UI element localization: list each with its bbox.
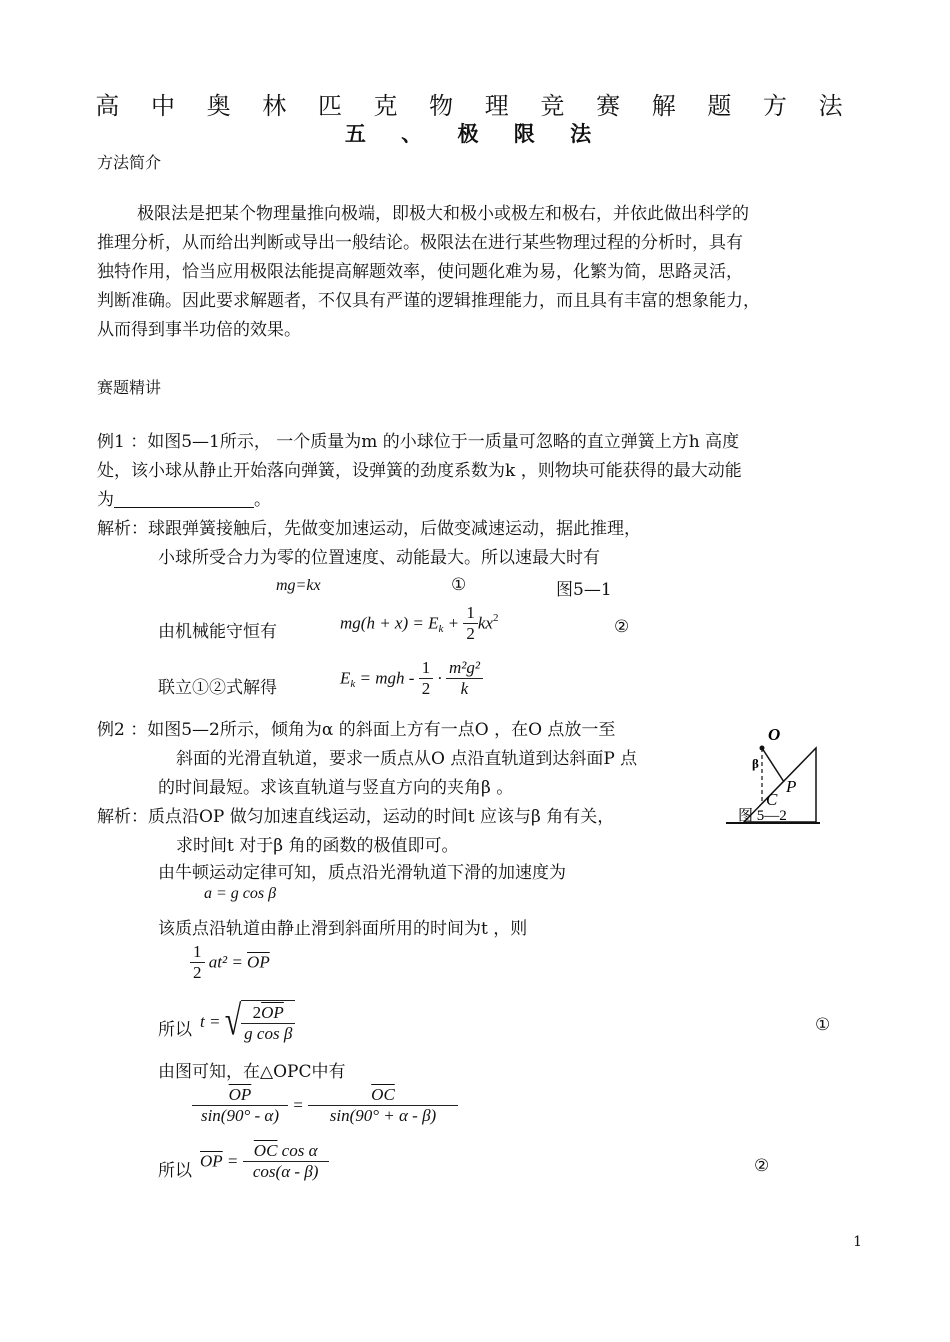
eq-sin-den-1: sin(90° - α) — [200, 1106, 280, 1125]
eq-sqrt-num-pre: 2 — [252, 1003, 262, 1022]
eq2-num: 1 — [463, 603, 478, 624]
example1-solution-line-1: 解析：球跟弹簧接触后，先做变加速运动，后做变减速运动，据此推理， — [97, 519, 641, 539]
eq2-plus: + — [447, 613, 460, 633]
equation-tag-1: ① — [451, 575, 467, 595]
eq-op-num-tail: cos α — [281, 1141, 318, 1160]
figure-5-1-label: 图5—1 — [556, 580, 612, 600]
example1-line-3 — [97, 486, 271, 515]
eq-op-num-oc: $\overline{OC}$ — [253, 1141, 278, 1160]
equation-tag-2: ② — [614, 617, 630, 637]
equation-op — [200, 1141, 329, 1182]
eq2-fraction — [463, 603, 478, 644]
eq-sqrt-num — [241, 1003, 295, 1024]
triangle-text: 由图可知，在△OPC中有 — [158, 1062, 346, 1082]
equation-sqrt — [200, 1000, 295, 1044]
eq-t-mid: at² = — [208, 952, 243, 972]
eq2-sub: k — [438, 622, 444, 635]
example1-line-3-prefix: 为 — [97, 490, 114, 510]
fig-track-op — [762, 748, 784, 782]
example2-line-1: 例2 ：如图5—2所示，倾角为α 的斜面上方有一点O ，在O 点放一至 — [97, 720, 616, 740]
equation-energy — [340, 603, 498, 644]
eq2-den: 2 — [466, 624, 475, 643]
eq2-left: mg(h + x) = E — [340, 613, 439, 633]
eq3-num: 1 — [419, 658, 434, 679]
equation-mg-kx: mg=kx — [276, 577, 321, 594]
equation-sine-rule — [192, 1085, 458, 1126]
eq-sin-num-2: $\overline{OC}$ — [308, 1085, 458, 1106]
intro-line-2: 推理分析，从而给出判断或导出一般结论。极限法在进行某些物理过程的分析时，具有 — [97, 233, 743, 253]
example1-line-1: 例1 ：如图5—1所示， 一个质量为m 的小球位于一质量可忽略的直立弹簧上方h 高度 — [97, 432, 740, 452]
fig-label-p: P — [786, 777, 797, 796]
example2-line-3: 的时间最短。求该直轨道与竖直方向的夹角β 。 — [158, 778, 514, 798]
therefore-2-label: 所以 — [158, 1161, 192, 1181]
eq3-frac-den: k — [460, 679, 469, 698]
energy-conservation-text: 由机械能守恒有 — [158, 622, 277, 642]
document-title: 高 中 奥 林 匹 克 物 理 竞 赛 解 题 方 法 — [95, 92, 855, 120]
eq-op-num — [243, 1141, 329, 1162]
solve-text: 联立①②式解得 — [158, 678, 277, 698]
therefore-text-1: 所以 — [158, 1020, 192, 1040]
eq-op-den: cos(α - β) — [252, 1162, 319, 1181]
section-heading-problems: 赛题精讲 — [97, 378, 162, 397]
equation-tag-op: ② — [754, 1156, 770, 1176]
eq-sqrt-fraction — [241, 1003, 295, 1044]
eq3-dot: · — [437, 668, 442, 688]
intro-line-5: 从而得到事半功倍的效果。 — [97, 320, 301, 340]
fig-label-beta: β — [752, 756, 759, 771]
intro-line-1: 极限法是把某个物理量推向极端，即极大和极小或极左和极右，并依此做出科学的 — [137, 204, 749, 224]
page-number: 1 — [853, 1234, 862, 1250]
figure-5-2 — [722, 722, 822, 830]
eq-sin-num-1: $\overline{OP}$ — [192, 1085, 288, 1106]
eq3-fraction — [446, 658, 483, 699]
therefore-text-2 — [158, 1156, 192, 1181]
sqrt-radicand — [241, 1000, 295, 1044]
equation-time — [190, 942, 270, 983]
fig-caption: 图 5—2 — [738, 808, 787, 824]
eq3-left: E — [340, 668, 351, 688]
chapter-subtitle: 五 、 极 限 法 — [344, 121, 606, 146]
example1-line-2: 处，该小球从静止开始落向弹簧，设弹簧的劲度系数为k ，则物块可能获得的最大动能 — [97, 461, 742, 481]
intro-line-3: 独特作用，恰当应用极限法能提高解题效率，使问题化难为易，化繁为简，思路灵活， — [97, 262, 743, 282]
eq-t-fraction — [190, 942, 205, 983]
eq-op-lead: $\overline{OP}$ — [200, 1151, 223, 1171]
newton-text: 由牛顿运动定律可知，质点沿光滑轨道下滑的加速度为 — [158, 863, 566, 883]
sqrt-icon: √ — [224, 998, 242, 1045]
fig-point-o — [760, 746, 765, 751]
eq3-den: 2 — [421, 679, 431, 698]
intro-line-4: 判断准确。因此要求解题者，不仅具有严谨的逻辑推理能力，而且具有丰富的想象能力， — [97, 291, 760, 311]
example2-line-2: 斜面的光滑直轨道，要求一质点从O 点沿直轨道到达斜面P 点 — [176, 749, 638, 769]
answer-blank[interactable] — [114, 489, 254, 508]
eq-sqrt-den: g cos β — [244, 1024, 293, 1043]
eq-sin-frac-2 — [308, 1085, 458, 1126]
fig-label-o: O — [768, 725, 781, 744]
example1-solution-line-2: 小球所受合力为零的位置速度、动能最大。所以速最大时有 — [158, 548, 600, 568]
eq-t-op: $\overline{OP}$ — [247, 952, 270, 972]
example2-solution-line-2: 求时间t 对于β 角的函数的极值即可。 — [176, 836, 459, 856]
example2-solution-line-1: 解析：质点沿OP 做匀加速直线运动，运动的时间t 应该与β 角有关， — [97, 807, 615, 827]
eq3-sub: k — [350, 677, 356, 690]
section-heading-method: 方法简介 — [97, 153, 162, 172]
eq-sin-frac-1 — [192, 1085, 288, 1126]
equation-acceleration: a = g cos β — [204, 885, 277, 902]
time-text: 该质点沿轨道由静止滑到斜面所用的时间为t ，则 — [158, 919, 528, 939]
equation-tag-sqrt: ① — [815, 1015, 831, 1035]
equation-result — [340, 658, 483, 699]
fig-label-c: C — [766, 790, 778, 809]
eq-sqrt-lead: t = — [200, 1012, 221, 1031]
eq-op-eq: = — [226, 1151, 239, 1171]
eq-sqrt-num-op: $\overline{OP}$ — [261, 1003, 284, 1022]
eq2-tail: kx — [477, 613, 493, 633]
eq-t-num: 1 — [190, 942, 205, 963]
eq2-sup: 2 — [492, 611, 499, 624]
eq3-half — [419, 658, 434, 699]
eq-op-frac — [243, 1141, 329, 1182]
eq3-frac-num: m²g² — [446, 658, 483, 679]
eq-sin-eq: = — [292, 1095, 304, 1115]
eq-sin-den-2: sin(90° + α - β) — [329, 1106, 437, 1125]
example1-line-3-suffix: 。 — [254, 490, 271, 510]
eq-t-den: 2 — [193, 963, 202, 982]
eq3-mid: = mgh - — [359, 668, 415, 688]
